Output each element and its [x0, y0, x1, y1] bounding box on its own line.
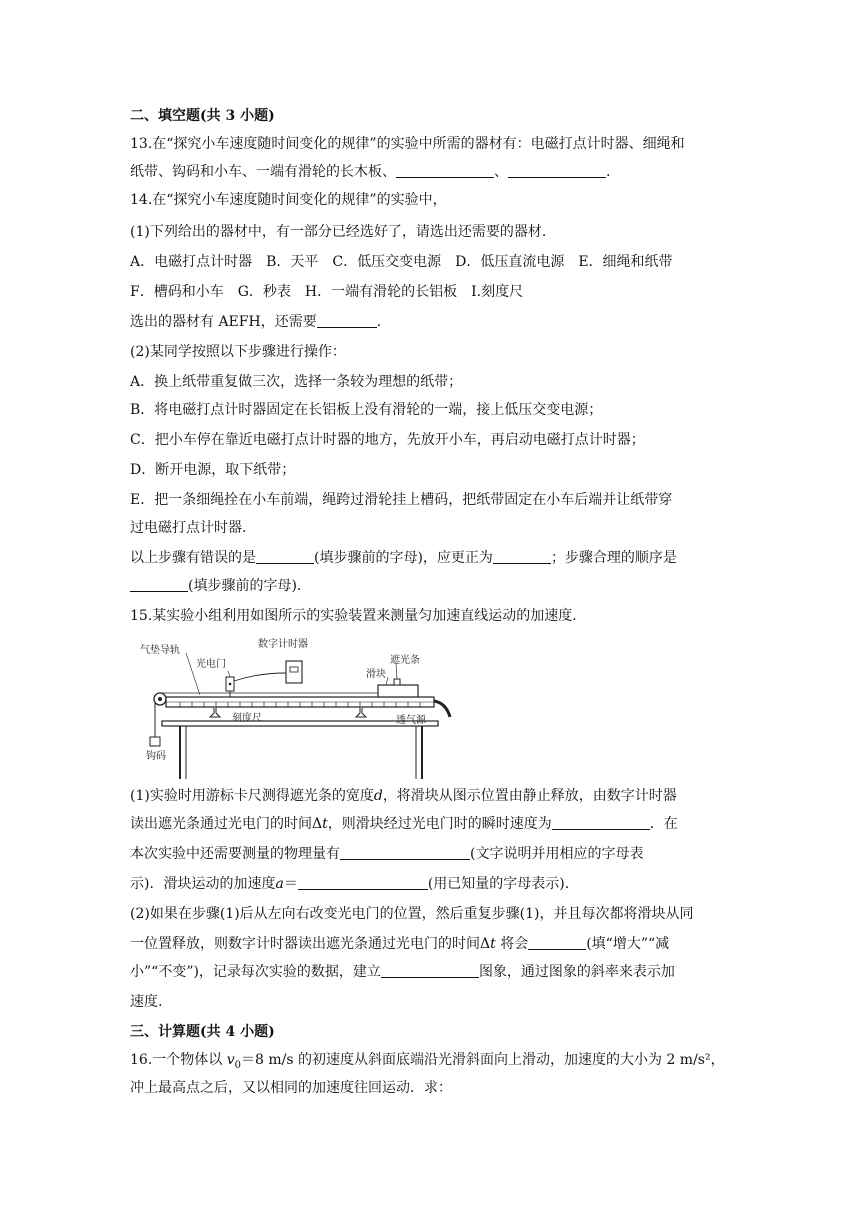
q15-p3-text-2: (文字说明并用相应的字母表: [470, 846, 644, 862]
var-v: v: [226, 1052, 235, 1068]
q15-p2-text: 读出遮光条通过光电门的时间Δ: [130, 816, 323, 832]
timer-cable: [234, 673, 286, 681]
q15-p1-text-2: ，将滑块从图示位置由静止释放，由数字计时器: [382, 788, 677, 804]
track-support-right: [356, 707, 366, 717]
q14-step-d: D．断开电源，取下纸带；: [130, 462, 296, 478]
q15-blank-change[interactable]: [528, 935, 586, 950]
q15-p1: [130, 786, 677, 806]
label-weight: 钩码: [146, 751, 166, 762]
q15-p6-text-3: (填“增大”“减: [586, 936, 670, 952]
q15-line-1: 15.某实验小组利用如图所示的实验装置来测量匀加速直线运动的加速度.: [130, 608, 577, 624]
label-digital-timer: 数字计时器: [258, 639, 308, 650]
label-photogate: 光电门: [196, 659, 226, 670]
q14-order-line: [130, 576, 301, 596]
q16-line-2: 冲上最高点之后，又以相同的加速度往回运动．求：: [130, 1080, 452, 1096]
q14-order-text: ；步骤合理的顺序是: [550, 550, 677, 566]
q14-blank-error[interactable]: [256, 549, 314, 564]
q14-correct-text: (填步骤前的字母)，应更正为: [314, 550, 493, 566]
label-air-source: 透气源: [396, 715, 426, 726]
q14-options-1: A．电磁打点计时器 B．天平 C．低压交变电源 D．低压直流电源 E．细绳和纸带: [130, 254, 673, 270]
label-slider: 滑块: [366, 669, 386, 680]
q15-blank-velocity[interactable]: [552, 815, 650, 830]
q14-selected-period: .: [376, 314, 382, 330]
section-2-title: 二、填空题(共 3 小题): [130, 108, 275, 124]
q15-blank-graph[interactable]: [381, 963, 479, 978]
q15-p2-text-3: ．在: [649, 816, 678, 832]
q15-p2: [130, 814, 678, 834]
q13-blank-2[interactable]: [508, 163, 606, 178]
q15-p1-text: (1)实验时用游标卡尺测得遮光条的宽度: [130, 788, 374, 804]
q13-line-1: 13.在“探究小车速度随时间变化的规律”的实验中所需的器材有：电磁打点计时器、细绳和: [130, 136, 685, 152]
q15-p4-text: 示)．滑块运动的加速度: [130, 876, 276, 892]
q13-text: 纸带、钩码和小车、一端有滑轮的长木板、: [130, 164, 396, 180]
q14-blank-equipment[interactable]: [317, 313, 377, 328]
q15-p6-text-2: 将会: [495, 936, 529, 952]
q14-options-2: F．槽码和小车 G．秒表 H．一端有滑轮的长铝板 I.刻度尺: [130, 284, 524, 300]
q15-p4-eq: ＝: [283, 876, 298, 892]
q14-blank-order[interactable]: [130, 577, 188, 592]
var-a: a: [275, 876, 284, 892]
q13-period: .: [606, 164, 611, 180]
var-v-subscript: 0: [234, 1059, 242, 1071]
q13-separator: 、: [494, 164, 508, 180]
q15-blank-quantities[interactable]: [340, 845, 470, 860]
q15-blank-acceleration[interactable]: [298, 875, 428, 890]
q14-step-a: A．换上纸带重复做三次，选择一条较为理想的纸带；: [130, 374, 463, 390]
q15-p2-text-2: ，则滑块经过光电门时的瞬时速度为: [327, 816, 552, 832]
shading-strip: [394, 679, 400, 685]
q14-selected-text: 选出的器材有 AEFH，还需要: [130, 314, 317, 330]
air-hose: [434, 701, 450, 717]
label-air-track: 气垫导轨: [140, 645, 180, 656]
q14-step-e-2: 过电磁打点计时器.: [130, 520, 247, 536]
q14-line-1: 14.在“探究小车速度随时间变化的规律”的实验中，: [130, 192, 447, 208]
q16-text: 16.一个物体以: [130, 1052, 227, 1068]
slider: [378, 685, 418, 697]
q14-part-1: (1)下列给出的器材中，有一部分已经选好了，请选出还需要的器材.: [130, 224, 547, 240]
q15-p4: [130, 874, 569, 894]
var-d: d: [373, 788, 383, 804]
q16-text-2: ＝8 m/s 的初速度从斜面底端沿光滑斜面向上滑动，加速度的大小为 2 m/s²，: [241, 1052, 725, 1068]
q14-step-b: B．将电磁打点计时器固定在长铝板上没有滑轮的一端，接上低压交变电源；: [130, 402, 603, 418]
q14-step-c: C．把小车停在靠近电磁打点计时器的地方，先放开小车，再启动电磁打点计时器；: [130, 432, 645, 448]
q15-p6-text: 一位置释放，则数字计时器读出遮光条通过光电门的时间Δ: [130, 936, 491, 952]
q15-p7-text: 小”“不变”)，记录每次实验的数据，建立: [130, 964, 381, 980]
var-t: t: [322, 816, 328, 832]
var-t-2: t: [490, 936, 496, 952]
q14-part-2: (2)某同学按照以下步骤进行操作：: [130, 344, 346, 360]
q14-error-line: [130, 548, 677, 568]
q15-p7-text-2: 图象，通过图象的斜率来表示加: [478, 964, 675, 980]
q15-p7: [130, 962, 675, 982]
weight: [150, 737, 160, 746]
q14-blank-correction[interactable]: [493, 549, 551, 564]
q16-line-1: [130, 1050, 725, 1076]
label-shading-strip: 遮光条: [390, 655, 420, 666]
label-ruler: 刻度尺: [232, 713, 262, 724]
q15-p3: [130, 844, 643, 864]
section-3-title: 三、计算题(共 4 小题): [130, 1024, 275, 1040]
track-support-left: [210, 707, 220, 717]
air-track-apparatus-figure: [140, 633, 460, 781]
q13-blank-1[interactable]: [396, 163, 494, 178]
q14-step-e-1: E．把一条细绳拴在小车前端，绳跨过滑轮挂上槽码，把纸带固定在小车后端并让纸带穿: [130, 492, 673, 508]
q14-error-text: 以上步骤有错误的是: [130, 550, 256, 566]
q13-line-2: [130, 162, 610, 182]
q15-p3-text: 本次实验中还需要测量的物理量有: [130, 846, 340, 862]
q14-selected-line: [130, 312, 381, 332]
q15-p4-text-2: (用已知量的字母表示).: [427, 876, 570, 892]
q14-order-note: (填步骤前的字母).: [188, 578, 302, 594]
q15-p5: (2)如果在步骤(1)后从左向右改变光电门的位置，然后重复步骤(1)，并且每次都将滑块从同: [130, 906, 694, 922]
q15-p6: [130, 934, 669, 954]
q15-p8: 速度.: [130, 994, 163, 1010]
